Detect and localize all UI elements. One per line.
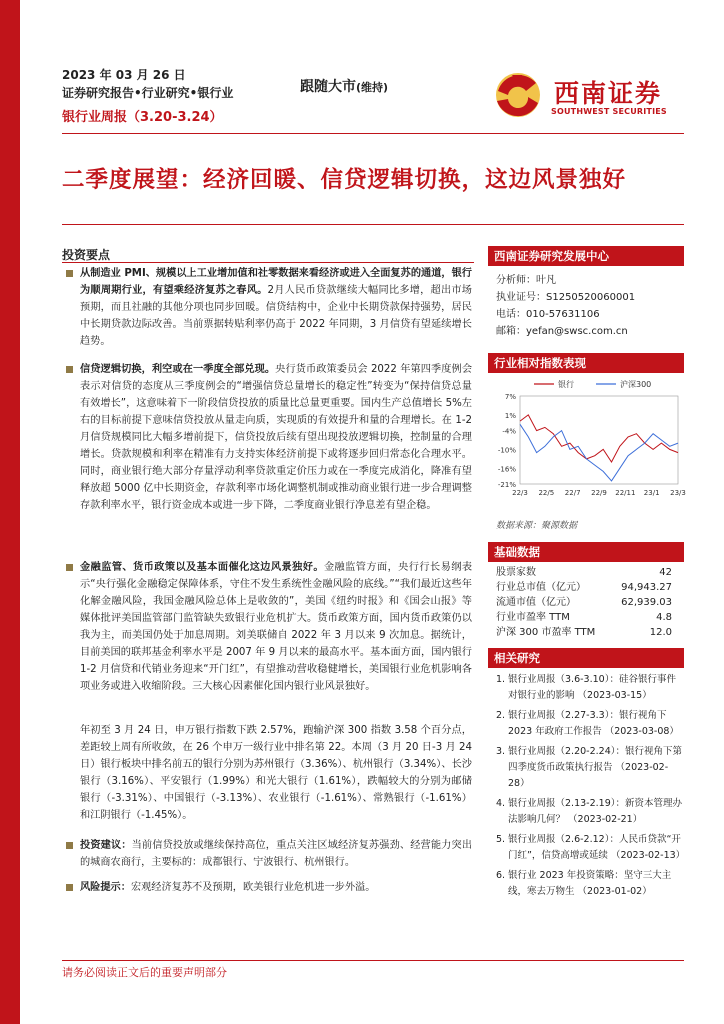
- chart-x-tick-label: 22/5: [538, 489, 555, 497]
- p3-text: 金融监管方面，央行行长易纲表示“央行强化金融稳定保障体系，守住不发生系统性金融风险的底线。”“我们最近这些年化解金融风险，我国金融风险总体上是收敛的”，美国《纽约时报》和《国会山报》等媒体批评美国监管部门监管缺失致银行业危机扩大。货币政策方面，国内货币政策仍以我为主，而美国仍处于加息周期。刘美联储自 2022 年 3 月以来 9 次加息。据统计，目前美国的联邦基金利率水平是 2007 年 9 月以来的最高水平。基本面方面，国内银行 1-2 月信贷和代销业务迎来“开门红”，有望推动营收稳健增长，美国银行业危机影响各项业务或进入收缩阶段。三大核心因素催化国内银行业风景独好。: [80, 562, 473, 692]
- basic-data-table: [496, 565, 672, 640]
- chart-heading: 行业相对指数表现: [488, 353, 684, 373]
- summary-heading: 投资要点: [62, 248, 111, 262]
- chart-y-tick-label: -21%: [497, 481, 516, 489]
- chart-legend-label: 沪深300: [620, 380, 652, 389]
- related-item-title: 银行业周报（3.6-3.10）：硅谷银行事件对银行业的影响 （2023-03-15）: [508, 674, 676, 701]
- basic-data-key: 股票家数: [496, 567, 536, 578]
- left-accent-bar: [0, 0, 20, 1024]
- related-research-item[interactable]: [496, 868, 684, 900]
- basic-data-key: 行业总市值（亿元）: [496, 582, 586, 593]
- related-item-number: 1.: [496, 674, 506, 685]
- p5-bold: 投资建议：: [80, 840, 132, 851]
- related-item-title: 银行业周报（2.27-3.3）：银行视角下 2023 年政府工作报告 （2023-03-08）: [508, 710, 679, 737]
- report-type: 证券研究报告•行业研究•银行业: [62, 86, 234, 100]
- basic-data-key: 流通市值（亿元）: [496, 597, 576, 608]
- related-item-number: 5.: [496, 834, 506, 845]
- related-item-number: 3.: [496, 746, 506, 757]
- report-date: 2023 年 03 月 26 日: [62, 68, 186, 82]
- analyst-cert: 执业证号：S1250520060001: [496, 292, 636, 303]
- p1-text: 2月人民币贷款继续大幅同比多增，超出市场预期，而且社融的其他分项也同步回暖。信贷结构中，企业中长期贷款保持强势，居民中长期贷款边际改善。当前票据转贴利率仍高于 2022 年同期，3 月信贷有望延续增长趋势。: [80, 285, 472, 347]
- basic-data-row: [496, 565, 672, 580]
- research-center-heading: 西南证券研究发展中心: [488, 246, 684, 266]
- basic-data-heading: 基础数据: [488, 542, 684, 562]
- chart-series-line-bank: [520, 415, 678, 462]
- p5-text: 当前信贷投放或继续保持高位，重点关注区域经济复苏强劲、经营能力突出的城商农商行，主要标的：成都银行、宁波银行、杭州银行。: [80, 840, 473, 868]
- related-research-item[interactable]: [496, 708, 684, 740]
- related-item-title: 银行业周报（2.13-2.19）：新资本管理办法影响几何？ （2023-02-21）: [508, 798, 682, 825]
- related-research-item[interactable]: [496, 832, 684, 864]
- logo-text-en: SOUTHWEST SECURITIES: [551, 107, 667, 116]
- header-divider: [62, 133, 684, 134]
- basic-data-row: [496, 610, 672, 625]
- bullet-icon: [66, 564, 73, 571]
- related-item-number: 4.: [496, 798, 506, 809]
- related-item-title: 银行业 2023 年投资策略：坚守三大主线，寒去万物生 （2023-01-02）: [508, 870, 672, 897]
- relative-index-chart: [488, 376, 684, 512]
- chart-plot-frame: [520, 396, 678, 484]
- chart-y-tick-label: -16%: [497, 465, 516, 474]
- related-research-item[interactable]: [496, 796, 684, 828]
- analyst-phone: 电话：010-57631106: [496, 309, 600, 320]
- basic-data-row: [496, 580, 672, 595]
- analyst-email[interactable]: 邮箱：yefan@swsc.com.cn: [496, 326, 628, 337]
- rating: [300, 76, 388, 96]
- bullet-icon: [66, 884, 73, 891]
- chart-y-tick-label: -4%: [502, 427, 516, 436]
- chart-source: 数据来源：聚源数据: [496, 521, 578, 531]
- related-item-title: 银行业周报（2.20-2.24）：银行视角下第四季度货币政策执行报告 （2023-02-28）: [508, 746, 682, 789]
- page-title: 二季度展望：经济回暖、信贷逻辑切换，这边风景独好: [62, 167, 627, 193]
- chart-x-tick-label: 23/3: [670, 489, 686, 497]
- summary-paragraph-4: 年初至 3 月 24 日，申万银行指数下跌 2.57%，跑输沪深 300 指数 3.58 个百分点，差距较上周有所收敛，在 26 个申万一级行业中排名第 22。本周（3 月 20 日-3 月 24 日）银行板块中排名前五的银行分别为苏州银行（3.36%）、杭州银行（3.34%）、长沙银行（3.16%）、平安银行（1.99%）和光大银行（1.61%），跌幅较大的分别为邮储银行（-3.31%）、中国银行（-3.13%）、农业银行（-1.61%）、常熟银行（-1.61%）和江阴银行（-1.45%）。: [80, 725, 472, 821]
- basic-data-row: [496, 625, 672, 640]
- chart-legend-label: 银行: [558, 380, 574, 389]
- chart-x-tick-label: 22/11: [615, 489, 636, 497]
- summary-paragraph-1: [80, 265, 472, 350]
- chart-x-tick-label: 22/7: [564, 489, 581, 497]
- chart-x-tick-label: 23/1: [643, 489, 660, 497]
- basic-data-key: 沪深 300 市盈率 TTM: [496, 627, 596, 638]
- chart-x-tick-label: 22/3: [512, 489, 528, 497]
- p3-bold: 金融监管、货币政策以及基本面催化这边风景独好。: [80, 562, 324, 573]
- related-research-item[interactable]: [496, 744, 684, 792]
- bullet-icon: [66, 270, 73, 277]
- weekly-label: 银行业周报（3.20-3.24）: [62, 110, 223, 125]
- chart-y-tick-label: 1%: [504, 411, 516, 420]
- summary-paragraph-2: [80, 361, 472, 514]
- chart-y-tick-label: 7%: [504, 393, 516, 401]
- rating-sub: (维持): [356, 81, 389, 94]
- related-item-title: 银行业周报（2.6-2.12）：人民币贷款“开门红”，信贷高增或延续 （2023-02-13）: [508, 834, 686, 861]
- p6-bold: 风险提示：: [80, 882, 131, 893]
- basic-data-value: 12.0: [649, 627, 672, 638]
- basic-data-key: 行业市盈率 TTM: [496, 612, 570, 623]
- bullet-icon: [66, 842, 73, 849]
- related-item-number: 6.: [496, 870, 506, 881]
- summary-paragraph-5: [80, 837, 472, 871]
- p1-bold: 从制造业 PMI、规模以上工业增加值和社零数据来看经济或进入全面复苏的通道，银行为顺周期行业，有望乘经济复苏之春风。: [80, 268, 472, 296]
- summary-divider: [62, 262, 474, 263]
- basic-data-value: 42: [659, 567, 672, 578]
- bullet-icon: [66, 366, 73, 373]
- chart-x-tick-label: 22/9: [591, 489, 607, 497]
- related-research-heading: 相关研究: [488, 648, 684, 668]
- basic-data-value: 4.8: [656, 612, 672, 623]
- p2-text: 央行货币政策委员会 2022 年第四季度例会表示对信贷的态度从三季度例会的“增强信贷总量增长的稳定性”转变为“保持信贷总量有效增长”，这意味着下一阶段信贷投放的质量比总量更重要。国内生产总值增长 5%左右的目标前提下意味信贷投放从量走向质，实现质的有效提升和量的合理增长。在 1-2 月信贷规模同比大幅多增前提下，信贷投放后续有望出现投放逻辑切换，控制量的合理增长。贷款规模和利率在精准有力支持实体经济前提下或将逐步回归常态化合理水平。同时，商业银行绝大部分存量浮动利率贷款重定价压力或在一季度完成消化，降准有望释放超 5000 亿中长期资金，存款利率市场化调整机制或推动商业银行进一步合理调整存款利率水平，银行资金成本或进一步下降，二季度商业银行净息差有望企稳。: [80, 364, 473, 511]
- related-research-item[interactable]: [496, 672, 684, 704]
- related-research-list: [496, 672, 684, 904]
- basic-data-value: 62,939.03: [621, 597, 672, 608]
- title-divider: [62, 224, 684, 225]
- p6-text: 宏观经济复苏不及预期，欧美银行业危机进一步外溢。: [130, 882, 376, 893]
- analyst-name: 分析师：叶凡: [496, 275, 556, 286]
- footer-divider: [62, 960, 684, 961]
- summary-paragraph-3: [80, 559, 472, 695]
- chart-y-tick-label: -10%: [497, 446, 516, 455]
- disclaimer-note: 请务必阅读正文后的重要声明部分: [62, 966, 227, 979]
- logo-text: 西南证券: [554, 79, 663, 108]
- p2-bold: 信贷逻辑切换，利空或在一季度全部兑现。: [80, 364, 276, 375]
- basic-data-row: [496, 595, 672, 610]
- rating-main: 跟随大市: [300, 79, 356, 95]
- basic-data-value: 94,943.27: [621, 582, 672, 593]
- summary-paragraph-6: [80, 879, 472, 896]
- related-item-number: 2.: [496, 710, 506, 721]
